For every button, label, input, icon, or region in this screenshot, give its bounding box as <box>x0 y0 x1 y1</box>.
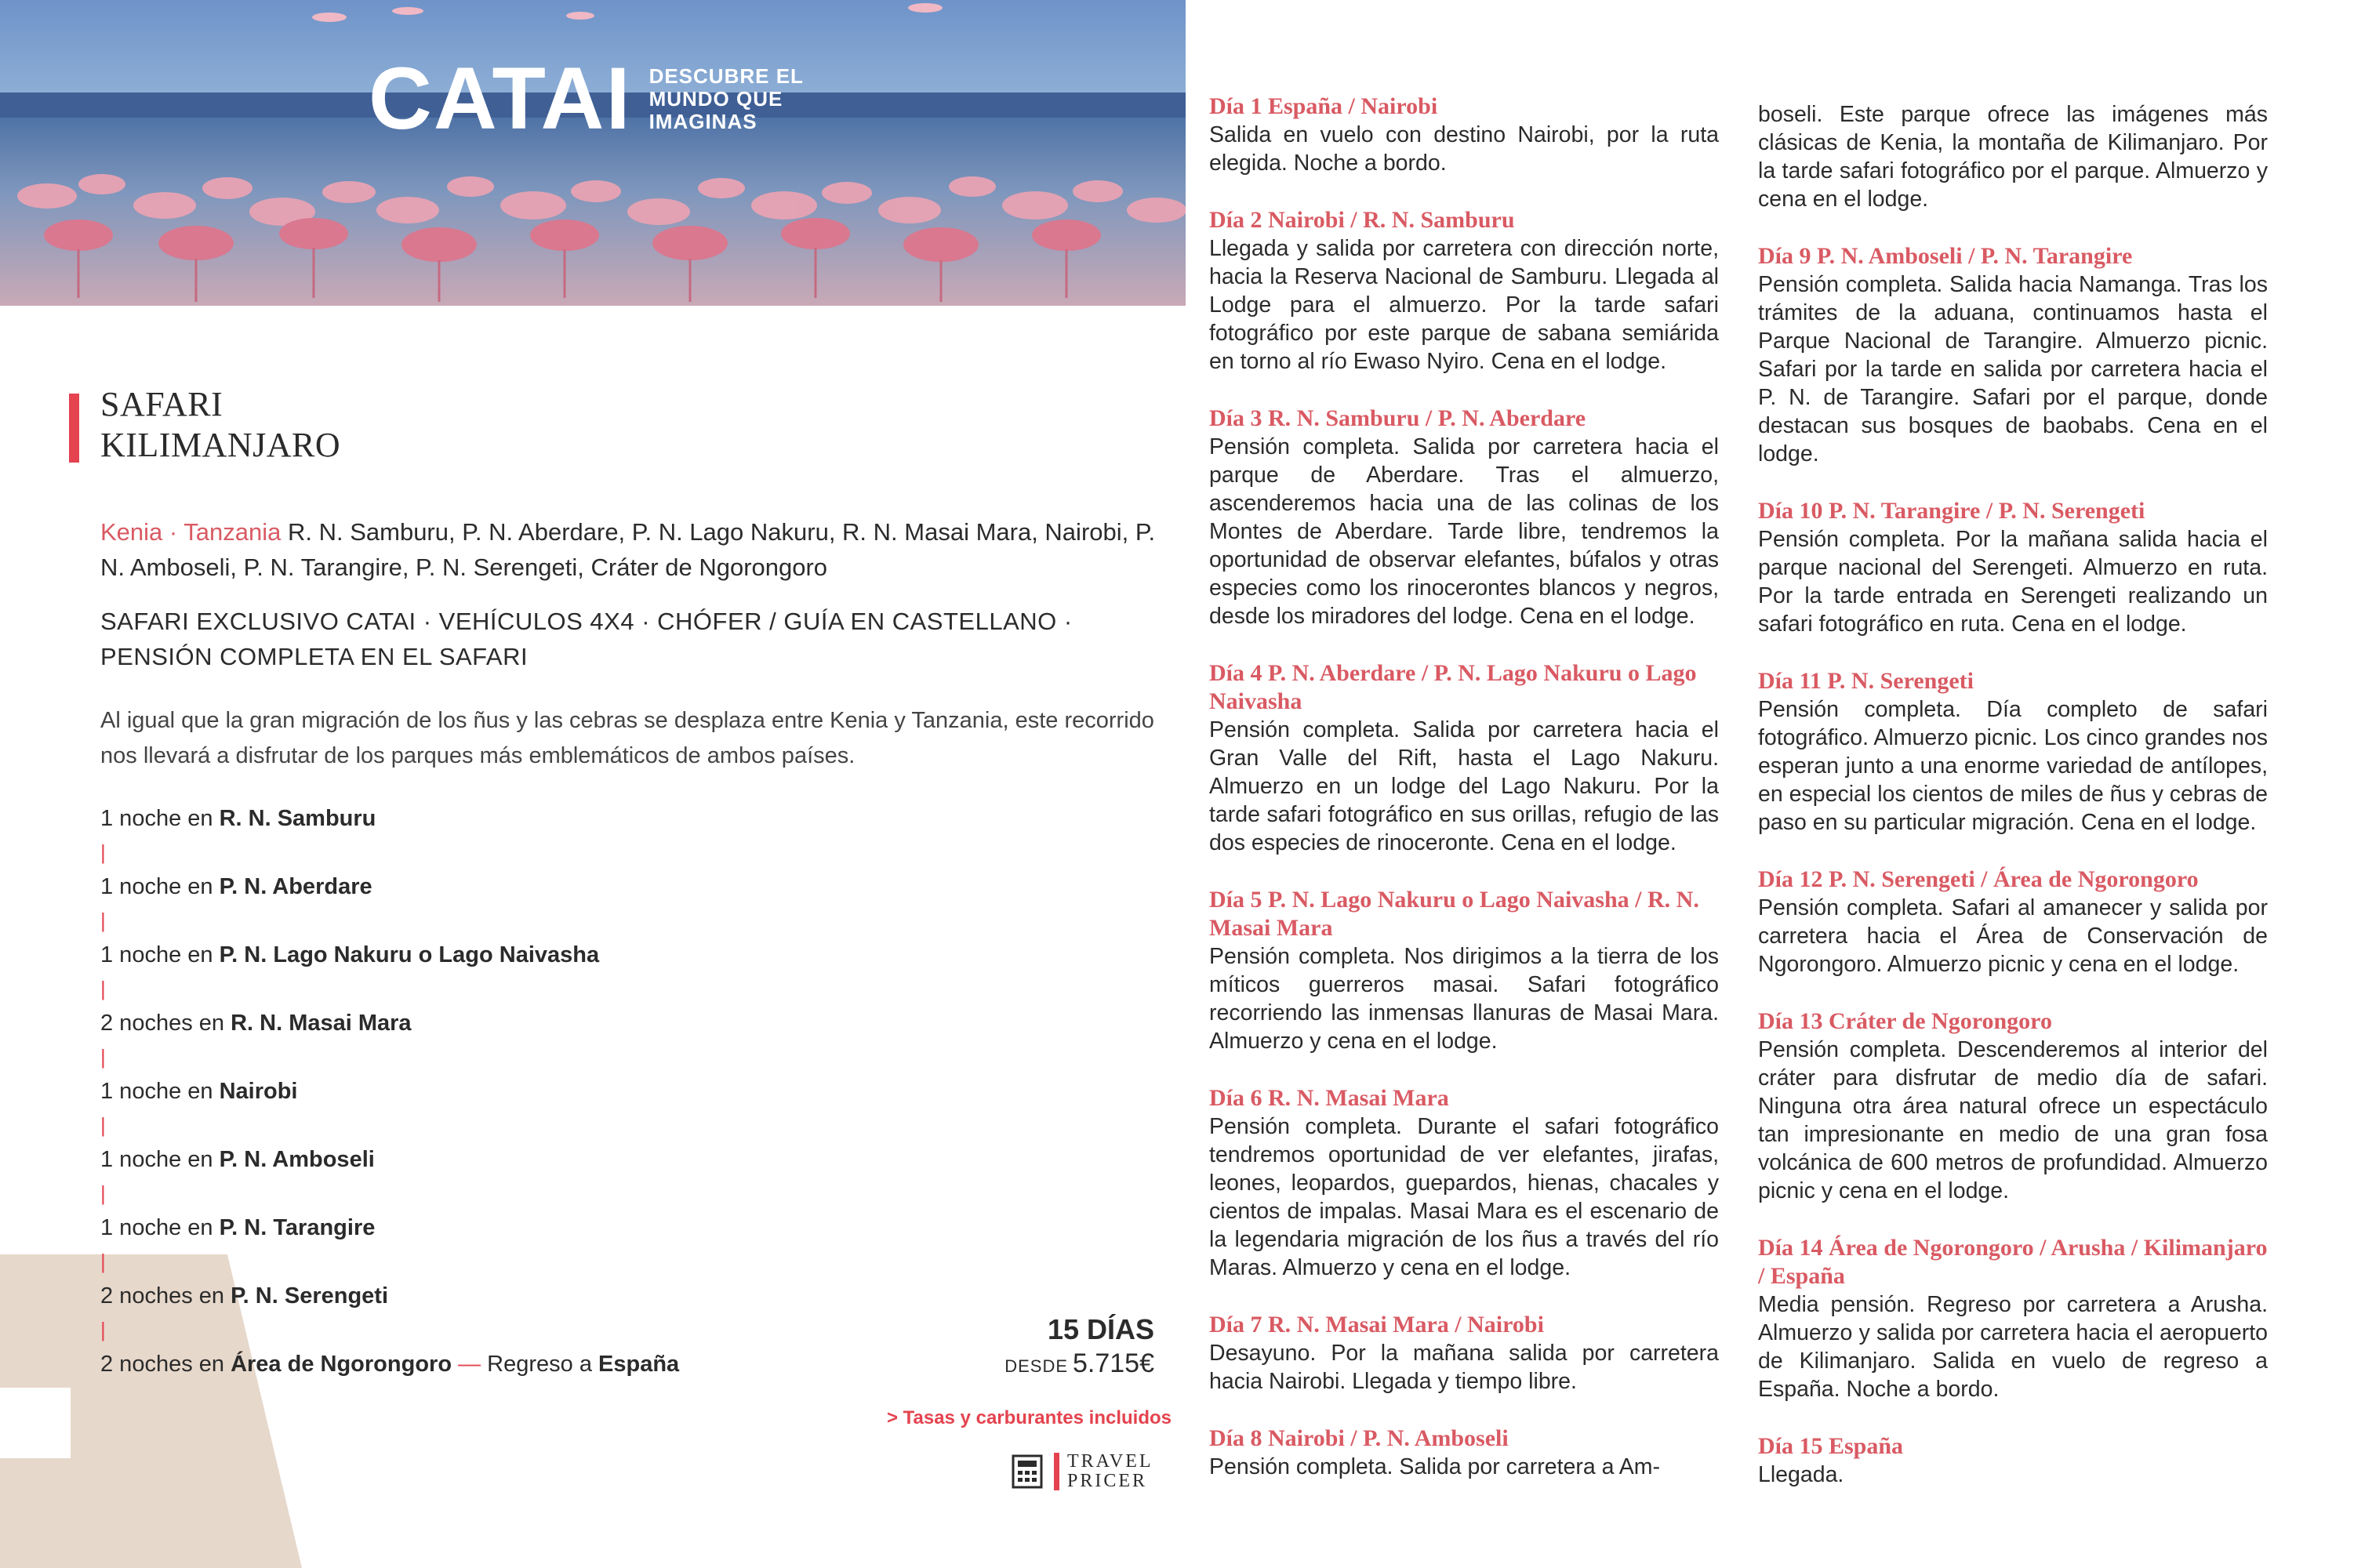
stay-separator: | <box>100 1250 106 1273</box>
day-title: Día 4 P. N. Aberdare / P. N. Lago Nakuru o Lago Naivasha <box>1209 660 1697 714</box>
day-title: Día 11 P. N. Serengeti <box>1758 668 1974 694</box>
day-title: Día 15 España <box>1758 1433 1904 1459</box>
itinerary-day <box>1209 206 1719 376</box>
trip-duration: 15 DÍAS <box>1047 1313 1154 1345</box>
stays-list <box>100 798 963 1385</box>
destinations-paragraph <box>100 514 1159 585</box>
itinerary-day <box>1758 497 2268 638</box>
price-from-label: DESDE <box>1004 1356 1068 1376</box>
day-text: Desayuno. Por la mañana salida por carretera hacia Nairobi. Llegada y tiempo libre. <box>1209 1341 1719 1394</box>
stay-separator: | <box>100 1113 106 1137</box>
itinerary-day <box>1758 242 2268 468</box>
day-text: boseli. Este parque ofrece las imágenes más clásicas de Kenia, la montaña de Kilimanjaro. Por la tarde safari fotográfico por el parque. Almuerzo y cena en el lodge. <box>1758 102 2268 212</box>
list-item: 1 noche en P. N. Tarangire <box>100 1215 376 1240</box>
stay-separator: | <box>100 840 106 864</box>
list-item: 1 noche en P. N. Amboseli <box>100 1147 375 1172</box>
itinerary-day <box>1209 1425 1719 1481</box>
day-title: Día 14 Área de Ngorongoro / Arusha / Kilimanjaro / España <box>1758 1235 2268 1289</box>
brand-tagline <box>649 65 804 133</box>
day-title: Día 12 P. N. Serengeti / Área de Ngorongoro <box>1758 866 2199 892</box>
list-item: 2 noches en Área de Ngorongoro — Regreso a España <box>100 1352 680 1377</box>
day-title: Día 5 P. N. Lago Nakuru o Lago Naivasha / R. N. Masai Mara <box>1209 887 1699 941</box>
title-line: KILIMANJARO <box>100 426 341 464</box>
itinerary-day <box>1209 1311 1719 1396</box>
day-text: Pensión completa. Descenderemos al interior del cráter para disfrutar de medio día de safari. Ninguna otra área natural ofrece un espectáculo tan impresionante en medio de una gran fosa volcánica de 600 metros de profundidad. Almuerzo picnic y cena en el lodge. <box>1758 1037 2268 1203</box>
places-list: R. N. Samburu, P. N. Aberdare, P. N. Lago Nakuru, R. N. Masai Mara, Nairobi, P. N. Amboseli, P. N. Tarangire, P. N. Serengeti, Cráter de Ngorongoro <box>100 518 1156 581</box>
itinerary-day <box>1758 100 2268 213</box>
price-amount: 5.715€ <box>1073 1348 1154 1378</box>
return-dash: — <box>452 1352 488 1377</box>
itinerary-day <box>1209 1084 1719 1282</box>
itinerary-day <box>1758 1432 2268 1489</box>
countries-label: Kenia · Tanzania <box>100 518 282 546</box>
title-line: SAFARI <box>100 385 223 423</box>
day-title: Día 2 Nairobi / R. N. Samburu <box>1209 207 1515 233</box>
list-item: 2 noches en R. N. Masai Mara <box>100 1011 412 1036</box>
day-text: Pensión completa. Safari al amanecer y salida por carretera hacia el Área de Conservación de Ngorongoro. Almuerzo picnic y cena en el lodge. <box>1758 895 2268 977</box>
title-accent-bar <box>69 394 79 463</box>
day-title: Día 6 R. N. Masai Mara <box>1209 1085 1449 1111</box>
tagline-line: DESCUBRE EL <box>648 64 804 88</box>
pricer-text: TRAVEL PRICER <box>1067 1451 1153 1491</box>
flamingo-lake-illustration <box>0 0 1186 306</box>
travel-pricer-logo <box>1012 1452 1153 1491</box>
day-text: Llegada y salida por carretera con dirección norte, hacia la Reserva Nacional de Samburu. Llegada al Lodge para el almuerzo. Por la tarde safari fotográfico por este parque de sabana semiárida en torno al río Ewaso Nyiro. Cena en el lodge. <box>1209 236 1719 374</box>
list-item: 1 noche en R. N. Samburu <box>100 806 376 831</box>
list-item: 1 noche en Nairobi <box>100 1079 298 1104</box>
day-text: Pensión completa. Día completo de safari fotográfico. Almuerzo picnic. Los cinco grandes nos esperan junto a una enorme variedad de antílopes, en especial los cientos de miles de ñus y cebras de paso en su particular migración. Cena en el lodge. <box>1758 697 2268 835</box>
itinerary-day <box>1758 667 2268 837</box>
day-text: Pensión completa. Salida hacia Namanga. Tras los trámites de la aduana, continuamos hasta el Parque Nacional de Tarangire. Almuerzo picnic. Safari por la tarde en salida por carretera hacia el P. N. de Tarangire. Safari por el parque, donde destacan sus bosques de baobabs. Cena en el lodge. <box>1758 272 2268 466</box>
day-text: Pensión completa. Salida por carretera hacia el parque de Aberdare. Tras el almuerzo, ascenderemos hacia una de las colinas de los Montes de Aberdare. Tarde libre, tendremos la oportunidad de observar elefantes, búfalos y otras especies como los rinocerontes blancos y negros, desde los miradores del lodge. Cena en el lodge. <box>1209 434 1719 629</box>
pricer-accent-bar <box>1054 1453 1059 1490</box>
price-line <box>1004 1348 1154 1379</box>
stay-separator: | <box>100 1045 106 1069</box>
itinerary-column-2 <box>1758 100 2268 1518</box>
day-text: Pensión completa. Durante el safari fotográfico tendremos oportunidad de ver elefantes, jirafas, leones, leopardos, guepardos, hienas, chacales y cientos de impalas. Masai Mara es el escenario de la legendaria migración de los ñus a través del río Maras. Almuerzo y cena en el lodge. <box>1209 1114 1719 1280</box>
list-item: 2 noches en P. N. Serengeti <box>100 1283 389 1308</box>
day-title: Día 1 España / Nairobi <box>1209 93 1438 119</box>
tagline-line: IMAGINAS <box>648 109 757 133</box>
calculator-icon <box>1012 1454 1043 1489</box>
list-item: 1 noche en P. N. Lago Nakuru o Lago Naivasha <box>100 942 600 967</box>
itinerary-day <box>1209 405 1719 630</box>
day-title: Día 9 P. N. Amboseli / P. N. Tarangire <box>1758 243 2133 269</box>
stay-separator: | <box>100 1181 106 1205</box>
stay-separator: | <box>100 977 106 1000</box>
itinerary-column-1 <box>1209 93 1719 1510</box>
day-text: Pensión completa. Salida por carretera a Am- <box>1209 1454 1661 1479</box>
stay-separator: | <box>100 909 106 932</box>
itinerary-day <box>1758 1234 2268 1403</box>
intro-paragraph: Al igual que la gran migración de los ñus y las cebras se desplaza entre Kenia y Tanzania, este recorrido nos llevará a disfrutar de los parques más emblemáticos de ambos países. <box>100 708 1154 768</box>
itinerary-day <box>1209 93 1719 177</box>
taxes-note: > Tasas y carburantes incluidos <box>886 1407 1172 1428</box>
itinerary-day <box>1209 886 1719 1055</box>
stay-separator: | <box>100 1318 106 1341</box>
day-text: Pensión completa. Por la mañana salida hacia el parque nacional del Serengeti. Almuerzo en ruta. Por la tarde entrada en Serengeti realizando un safari fotográfico en ruta. Cena en el lodge. <box>1758 527 2268 637</box>
day-text: Media pensión. Regreso por carretera a Arusha. Almuerzo y salida por carretera hacia el aeropuerto de Kilimanjaro. Salida en vuelo de regreso a España. Noche a bordo. <box>1758 1292 2268 1402</box>
hero-flamingo-photo <box>0 0 1186 306</box>
day-title: Día 8 Nairobi / P. N. Amboseli <box>1209 1425 1509 1451</box>
day-text: Pensión completa. Salida por carretera hacia el Gran Valle del Rift, hasta el Lago Nakuru. Almuerzo en un lodge del Lago Nakuru. Por la tarde safari fotográfico en sus orillas, refugio de las dos especies de rinoceronte. Cena en el lodge. <box>1209 717 1719 855</box>
day-text: Pensión completa. Nos dirigimos a la tierra de los míticos guerreros masai. Safari fotográfico recorriendo las inmensas llanuras de Masai Mara. Almuerzo y cena en el lodge. <box>1209 944 1719 1054</box>
day-title: Día 13 Cráter de Ngorongoro <box>1758 1008 2052 1034</box>
day-text: Salida en vuelo con destino Nairobi, por la ruta elegida. Noche a bordo. <box>1209 122 1719 176</box>
itinerary-day <box>1209 659 1719 857</box>
catai-logo <box>369 49 804 147</box>
itinerary-day <box>1758 866 2268 978</box>
day-text: Llegada. <box>1758 1462 1844 1487</box>
brand-name: CATAI <box>369 49 632 147</box>
day-title: Día 7 R. N. Masai Mara / Nairobi <box>1209 1312 1544 1338</box>
day-title: Día 10 P. N. Tarangire / P. N. Serengeti <box>1758 498 2145 524</box>
itinerary-day <box>1758 1007 2268 1205</box>
list-item: 1 noche en P. N. Aberdare <box>100 874 372 899</box>
page-title <box>100 384 340 466</box>
trip-features: SAFARI EXCLUSIVO CATAI · VEHÍCULOS 4X4 · CHÓFER / GUÍA EN CASTELLANO · PENSIÓN COMPLETA EN EL SAFARI <box>100 608 1073 670</box>
day-title: Día 3 R. N. Samburu / P. N. Aberdare <box>1209 405 1586 431</box>
tagline-line: MUNDO QUE <box>648 86 783 111</box>
